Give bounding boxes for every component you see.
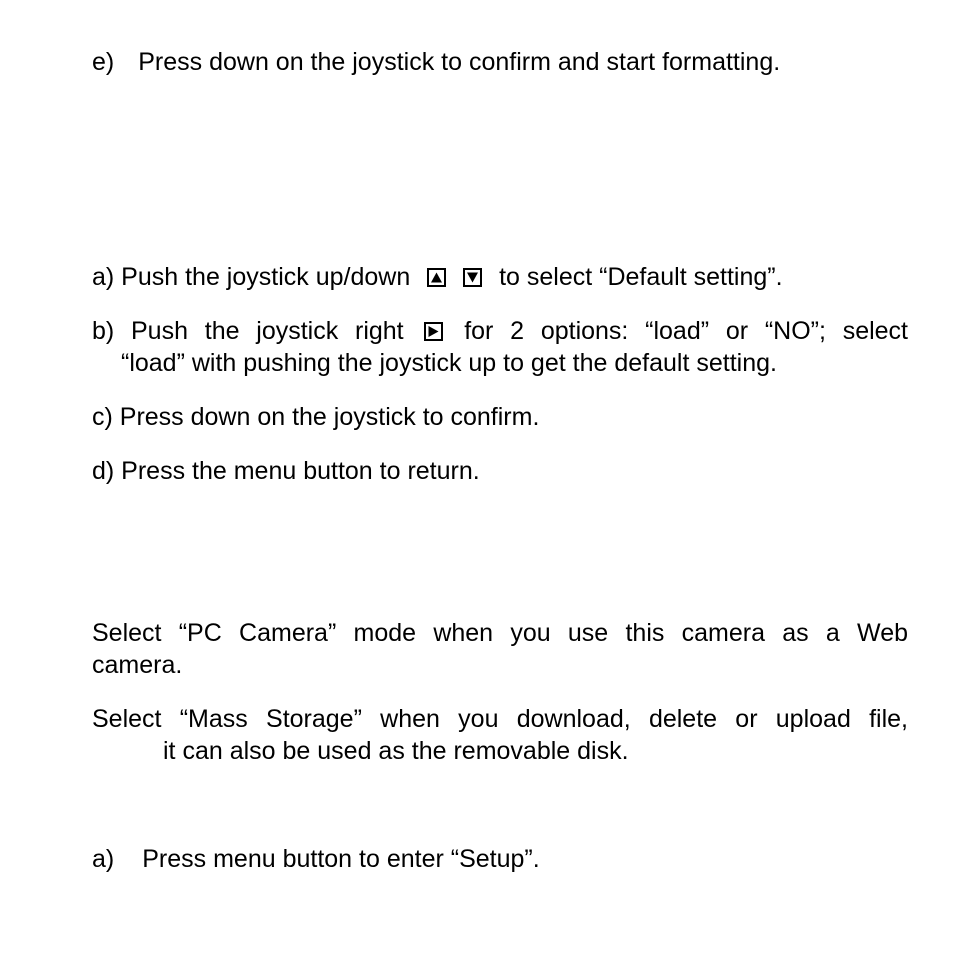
step-a-setup xyxy=(92,843,540,875)
step-e-format xyxy=(92,46,780,78)
mass-storage-paragraph-line2: it can also be used as the removable disk. xyxy=(163,737,629,765)
up-arrow-icon xyxy=(427,268,446,287)
step-e-label: e) xyxy=(92,48,115,76)
pc-camera-paragraph-line2: camera. xyxy=(92,651,183,679)
step-a-text-pre: a) Push the joystick up/down xyxy=(92,263,411,291)
step-b-text-post: for 2 options: “load” or “NO”; select xyxy=(464,317,909,345)
step-b-line2: “load” with pushing the joystick up to get the default setting. xyxy=(121,349,777,377)
step-e-text: Press down on the joystick to confirm and start formatting. xyxy=(138,48,781,76)
pc-camera-paragraph: Select “PC Camera” mode when you use this camera as a Web xyxy=(92,619,908,647)
step-a-default xyxy=(92,261,783,293)
down-arrow-icon xyxy=(463,268,482,287)
step-a-setup-text: Press menu button to enter “Setup”. xyxy=(142,845,540,873)
step-b-default xyxy=(92,315,908,347)
step-a-setup-label: a) xyxy=(92,845,115,873)
step-b-text-pre: b) Push the joystick right xyxy=(92,317,404,345)
step-c-default: c) Press down on the joystick to confirm. xyxy=(92,403,540,431)
right-arrow-icon xyxy=(424,322,443,341)
step-d-default: d) Press the menu button to return. xyxy=(92,457,480,485)
step-a-text-post: to select “Default setting”. xyxy=(499,263,783,291)
mass-storage-paragraph: Select “Mass Storage” when you download, delete or upload file, xyxy=(92,705,908,733)
